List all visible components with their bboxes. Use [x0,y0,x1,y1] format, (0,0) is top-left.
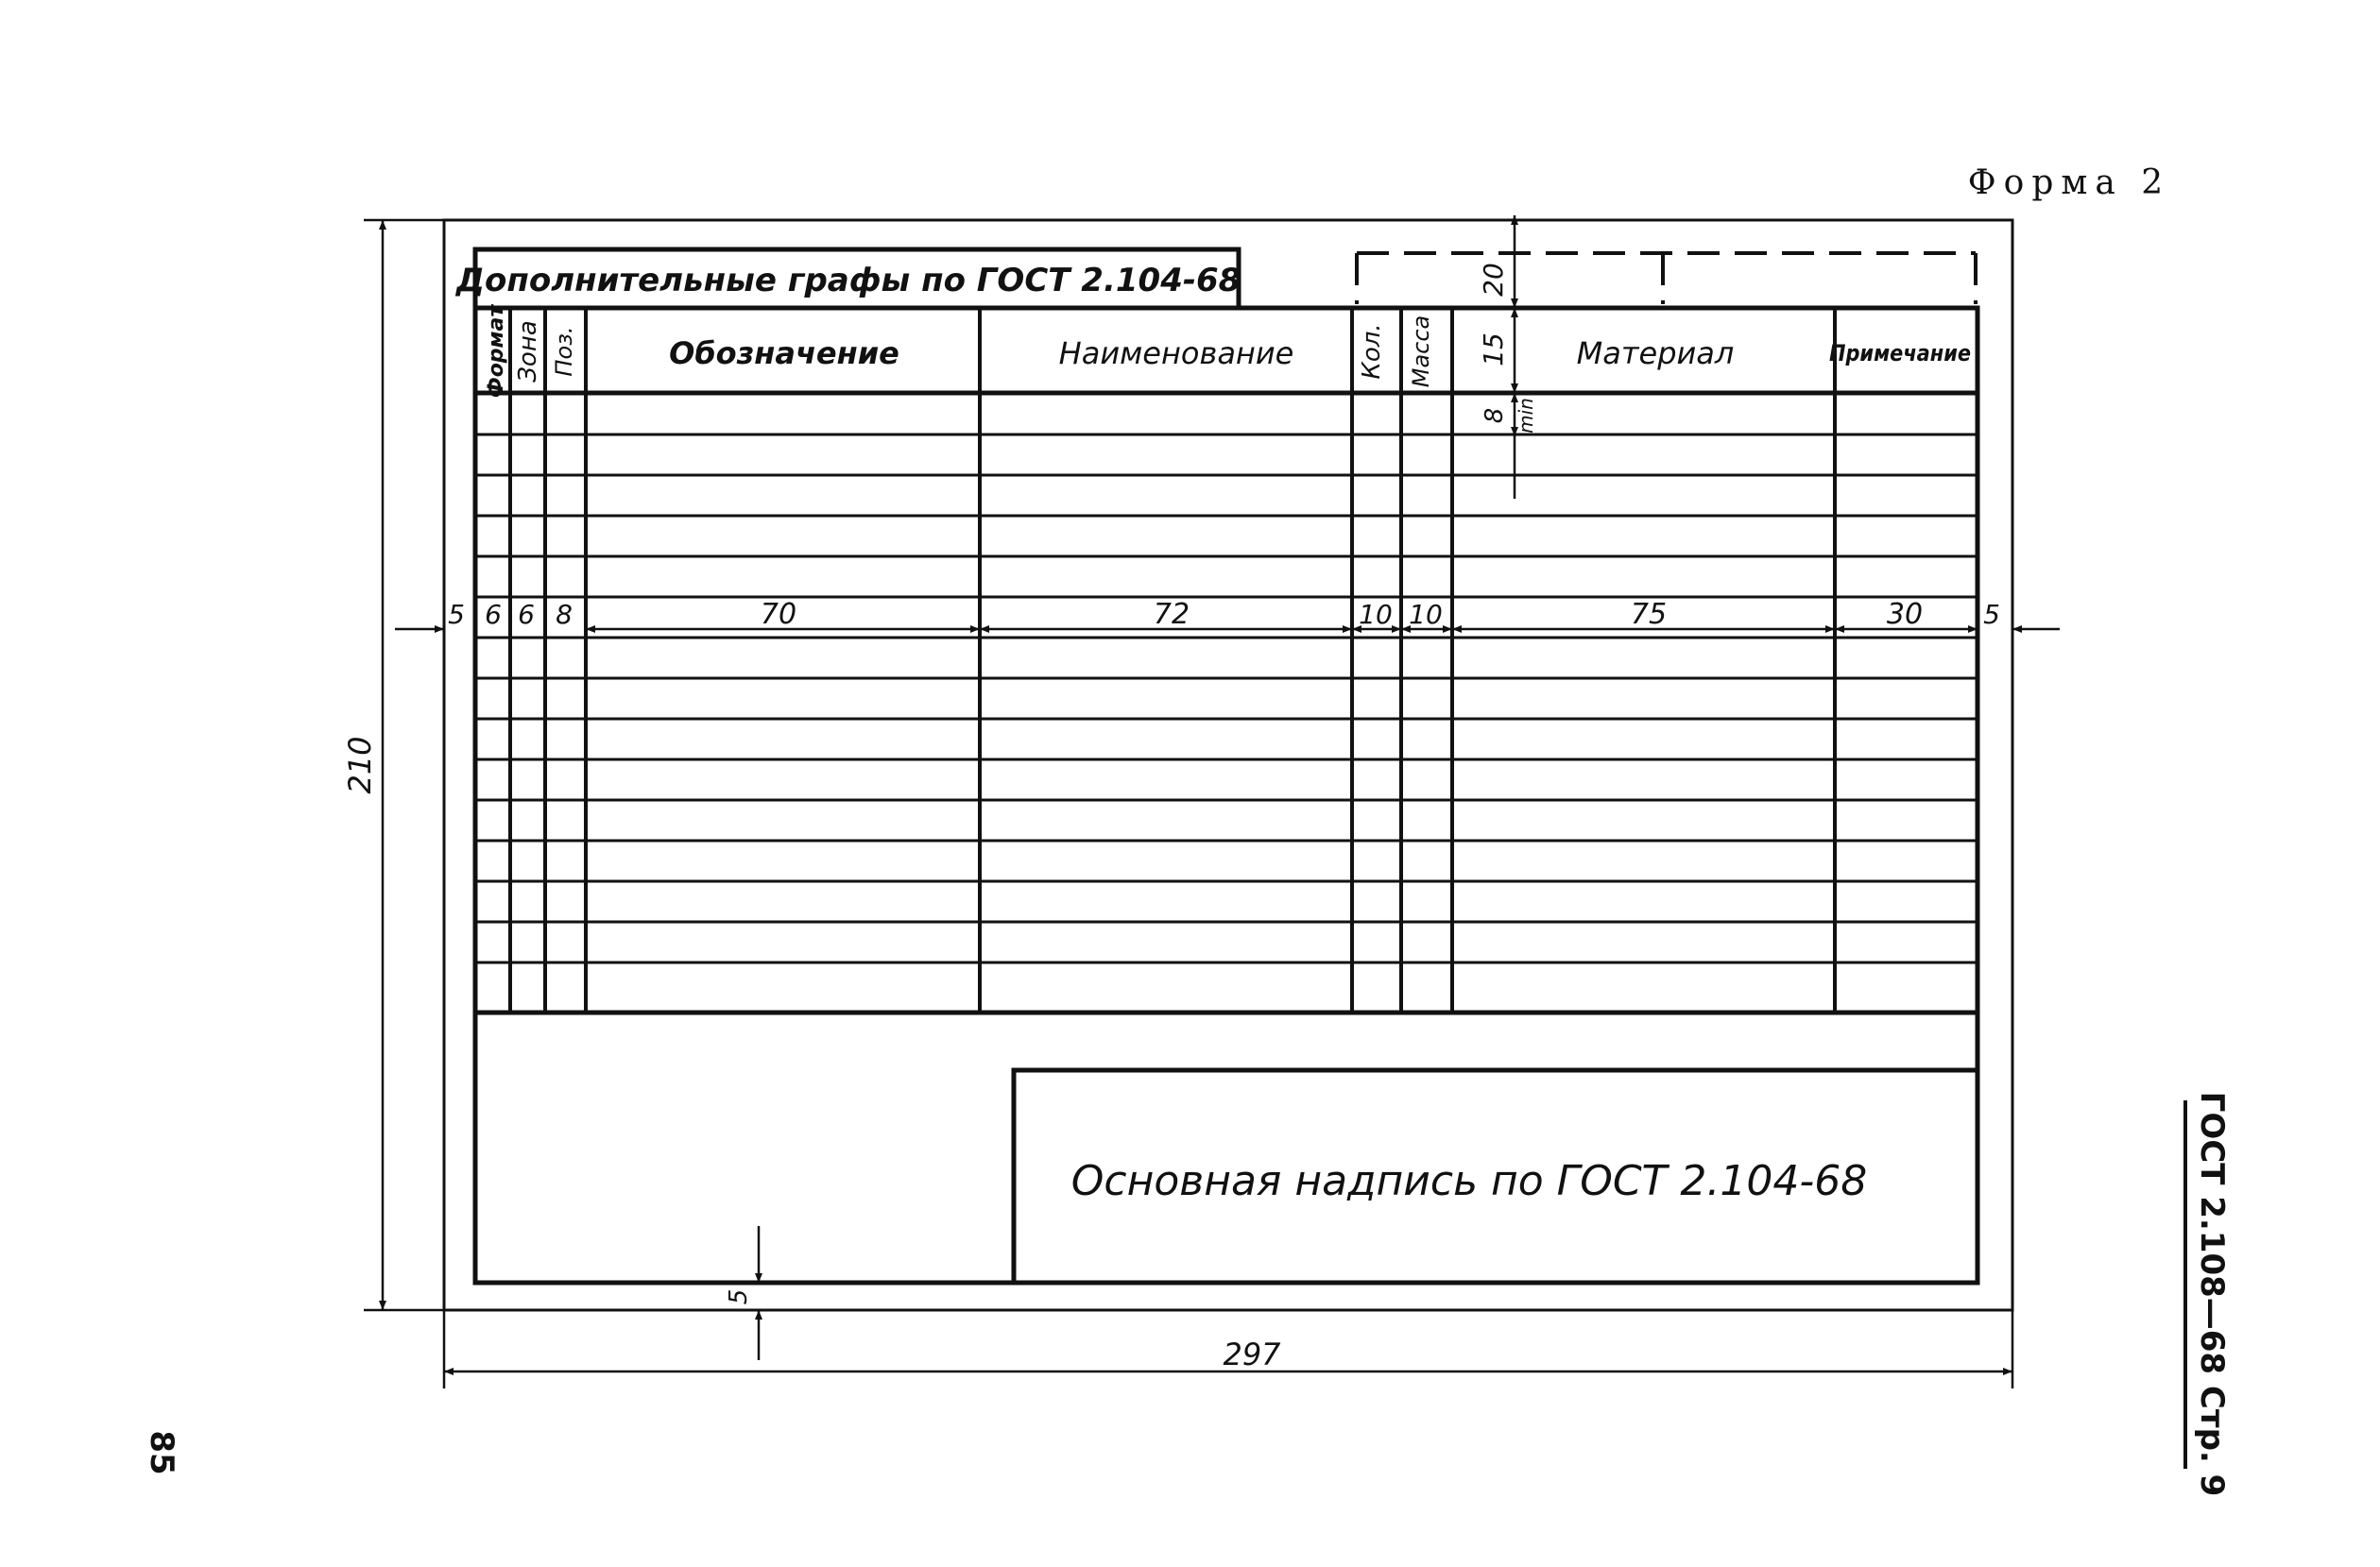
dim-row-min: 8 [1481,407,1509,424]
table-rows [475,434,1978,962]
width-dimension-labels [448,598,2000,631]
table-column-dividers [510,308,1835,1013]
dim-name: 72 [1153,598,1190,631]
dim-sheet-width: 297 [1223,1337,1281,1372]
dim-row-min-suffix: min [1515,398,1537,434]
header-material: Материал [1576,335,1735,371]
header-name: Наименование [1058,335,1294,371]
dim-left-margin: 5 [448,599,465,630]
dim-sheet-height: 210 [342,736,378,794]
table-header [485,304,1971,399]
dim-mass: 10 [1409,599,1443,630]
outer-sheet-border [444,220,2012,1310]
header-mass: Масса [1408,315,1434,388]
dim-format: 6 [485,599,502,630]
header-designation: Обозначение [669,335,899,371]
header-format: Формат [485,304,508,399]
dim-upper-block: 20 [1478,263,1509,297]
dim-header-row: 15 [1478,332,1509,366]
page-number: 85 [143,1430,180,1475]
inner-frame [475,308,1978,1283]
additional-columns-text: Дополнительные графы по ГОСТ 2.104-68 [455,262,1241,299]
header-note: Примечание [1829,340,1971,366]
header-qty: Кол. [1358,323,1386,380]
header-pos: Поз. [551,326,577,377]
side-header: ГОСТ 2.108—68 Стр. 9 [2193,1091,2231,1497]
dim-designation: 70 [760,598,797,631]
dim-qty: 10 [1359,599,1393,630]
dim-pos: 8 [556,599,573,630]
main-inscription-text: Основная надпись по ГОСТ 2.104-68 [1070,1157,1868,1205]
dashed-upper-block [1357,253,1976,304]
dim-zone: 6 [518,599,535,630]
dim-note: 30 [1886,598,1924,631]
dim-material: 75 [1630,598,1668,631]
form-label: Форма 2 [1967,163,2171,202]
dim-bottom-margin: 5 [725,1288,753,1305]
header-zone: Зона [514,320,542,383]
dim-right-margin: 5 [1983,599,2000,630]
